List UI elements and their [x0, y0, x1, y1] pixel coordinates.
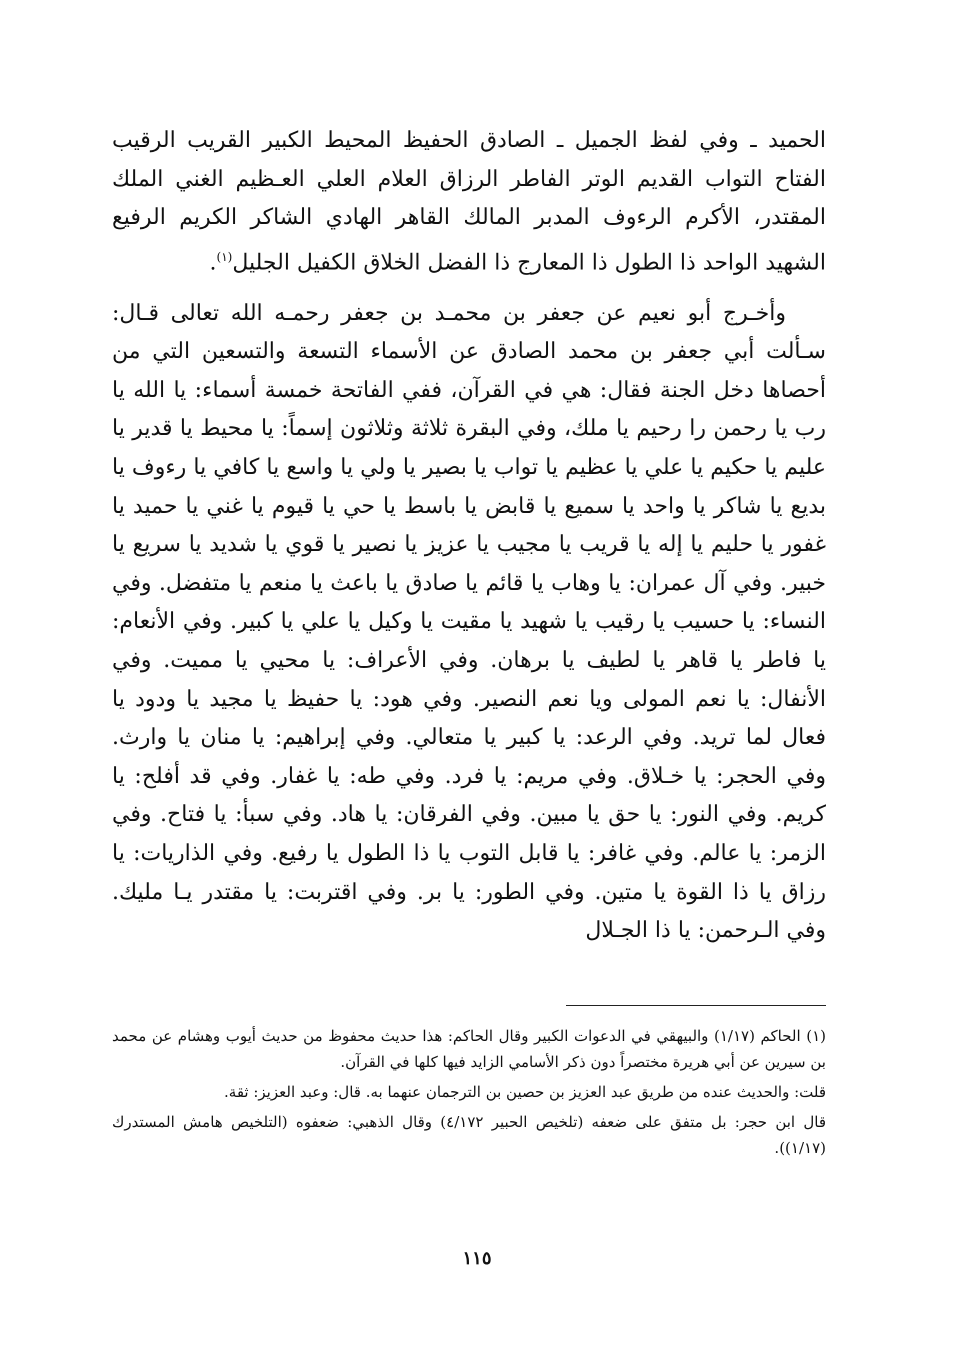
paragraph-1: [112, 122, 826, 283]
paragraph-2: وأخـرج أبو نعيم عن جعفر بن محمـد بن جعفر رحمـه الله تعالى قـال: سـألت أبي جعفر بن محمد الصادق عن الأسماء التسعة والتسعين التي من أحصاها دخل الجنة فقال: هي في القرآن، ففي الفاتحة خمسة أسماء: يا الله يا رب يا رحمن را رحيم يا ملك، وفي البقرة ثلاثة وثلاثون إسماً: يا محيط يا قدير يا عليم يا حكيم يا علي يا عظيم يا تواب يا بصير يا ولي يا واسع يا كافي يا رءوف يا بديع يا شاكر يا واحد يا سميع يا قابض يا باسط يا حي يا قيوم يا غني يا حميد يا غفور يا حليم يا إله يا قريب يا مجيب يا عزيز يا نصير يا قوي يا شديد يا سريع يا خبير. وفي آل عمران: يا وهاب يا قائم يا صادق يا باعث يا منعم يا متفضل. وفي النساء: يا حسيب يا رقيب يا شهيد يا مقيت يا وكيل يا علي يا كبير. وفي الأنعام: يا فاطر يا قاهر يا لطيف يا برهان. وفي الأعراف: يا محيي يا مميت. وفي الأنفال: يا نعم المولى ويا نعم النصير. وفي هود: يا حفيظ يا مجيد يا ودود يا فعال لما تريد. وفي الرعد: يا كبير يا متعالي. وفي إبراهيم: يا منان يا وارث. وفي الحجر: يا خـلاق. وفي مريم: يا فرد. وفي طه: يا غفار. وفي قد أفلح: يا كريم. وفي النور: يا حق يا مبين. وفي الفرقان: يا هاد. وفي سبأ: يا فتاح. وفي الزمر: يا عالم. وفي غافر: يا قابل التوب يا ذا الطول يا رفيع. وفي الذاريات: يا رزاق يا ذا القوة يا متين. وفي الطور: يا بر. وفي اقتربت: يا مقتدر يـا مليك. وفي الـرحمن: يا ذا الجـلال: [112, 300, 826, 944]
page-number: ١١٥: [462, 1248, 492, 1269]
footnotes: [112, 1023, 826, 1165]
footnote-ibn-hajar: قال ابن حجر: بل متفق على ضعفه (تلخيص الحبير ٤/١٧٢) وقال الذهبي: ضعفوه (التلخيص هامش المستدرك (١/١٧)).: [112, 1113, 826, 1157]
footnote-divider: [566, 1005, 826, 1006]
paragraph-1-text: الحميد ـ وفي لفظ الجميل ـ الصادق الحفيظ المحيط الكبير القريب الرقيب الفتاح التواب القديم الوتر الفاطر الرزاق العلام العلي العـظيم الغني الملك المقتدر، الأكرم الرءوف المدبر المالك القاهر الهادي الشاكر الكريم الرفيع الشهيد الواحد ذا الطول ذا المعارج ذا الفضل الخلاق الكفيل الجليل: [112, 128, 826, 276]
footnote-1: (١) الحاكم (١/١٧) والبيهقي في الدعوات الكبير وقال الحاكم: هذا حديث محفوظ من حديث أيوب وهشام عن محمد بن سيرين عن أبي هريرة مختصراً دون ذكر الأسامي الزايد فيها كلها في القرآن.: [112, 1027, 826, 1071]
main-text: [112, 122, 826, 951]
footnote-reference: (١): [216, 249, 233, 264]
footnote-comment: قلت: والحديث عنده من طريق عبد العزيز بن حصين بن الترجمان عنهما به. قال: وعبد العزيز: ثقة.: [224, 1083, 826, 1101]
paragraph-1-end: .: [209, 250, 217, 276]
